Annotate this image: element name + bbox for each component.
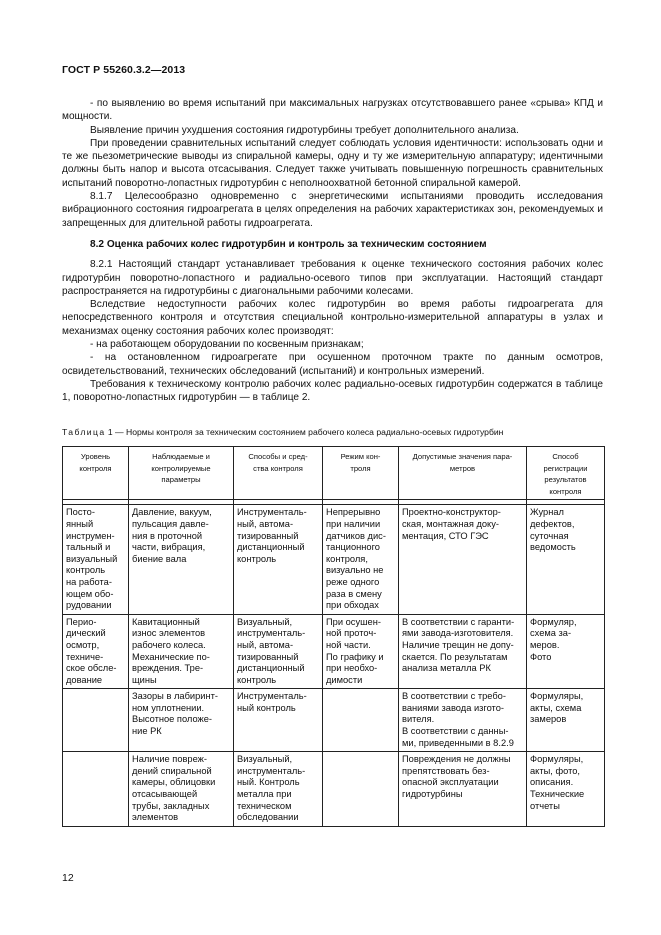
- body-text: [62, 97, 603, 405]
- paragraph: - на остановленном гидроагрегате при осушенном проточном тракте по данным осмотров, освидетельствований, технических обследований (испытаний) и контрольных измерений.: [62, 352, 603, 377]
- table-cell: Проектно-конструктор- ская, монтажная доку- ментация, СТО ГЭС: [399, 505, 527, 614]
- table-cell: Инструменталь- ный контроль: [234, 689, 323, 752]
- column-header: Способ регистрации результатов контроля: [527, 447, 605, 500]
- paragraph: Вследствие недоступности рабочих колес гидротурбин во время работы гидроагрегата для непосредственного контроля и отсутствия специальной контрольно-измерительной аппаратуры в узлах и механизмах оценку состояния рабочих колес производят:: [62, 299, 603, 337]
- table-row: [63, 689, 605, 752]
- table-cell: Журнал дефектов, суточная ведомость: [527, 505, 605, 614]
- section-heading: 8.2 Оценка рабочих колес гидротурбин и контроль за техническим состоянием: [90, 238, 487, 250]
- norms-table: [62, 446, 605, 827]
- table-cell: Визуальный, инструменталь- ный. Контроль металла при техническом обследовании: [234, 752, 323, 827]
- table-cell: В соответствии с гаранти- ями завода-изготовителя. Наличие трещин не допу- скается. По результатам анализа металла РК: [399, 614, 527, 689]
- table-cell: [323, 689, 399, 752]
- table-cell: Формуляры, акты, фото, описания. Технические отчеты: [527, 752, 605, 827]
- paragraph: - по выявлению во время испытаний при максимальных нагрузках отсутствовавшего ранее «срыва» КПД и мощности.: [62, 98, 603, 123]
- page-number: 12: [62, 872, 74, 884]
- table-cell: Давление, вакуум, пульсация давле- ния в проточной части, вибрация, биение вала: [129, 505, 234, 614]
- table-cell: Перио- дический осмотр, техниче- ское обсле- дование: [63, 614, 129, 689]
- table-cell: [63, 752, 129, 827]
- column-header: Способы и сред- ства контроля: [234, 447, 323, 500]
- paragraph: Требования к техническому контролю рабочих колес радиально-осевых гидротурбин содержатся в таблице 1, поворотно-лопастных гидротурбин — в таблице 2.: [62, 378, 603, 404]
- table-caption: [62, 427, 503, 437]
- table-header-row: [63, 447, 605, 500]
- document-header: ГОСТ Р 55260.3.2—2013: [62, 64, 186, 76]
- table-cell: Повреждения не должны препятствовать без- опасной эксплуатации гидротурбины: [399, 752, 527, 827]
- table-cell: [63, 689, 129, 752]
- column-header: Уровень контроля: [63, 447, 129, 500]
- table-cell: Визуальный, инструменталь- ный, автома- тизированный дистанционный контроль: [234, 614, 323, 689]
- table-caption-text: 1 — Нормы контроля за техническим состоянием рабочего колеса радиально-осевых гидротурбин: [105, 427, 504, 437]
- table-caption-label: Таблица: [62, 427, 106, 437]
- paragraph: - на работающем оборудовании по косвенным признакам;: [90, 339, 364, 351]
- table-cell: Кавитационный износ элементов рабочего колеса. Механические по- вреждения. Тре- щины: [129, 614, 234, 689]
- table-cell: Посто- янный инструмен- тальный и визуальный контроль на работа- ющем обо- рудовании: [63, 505, 129, 614]
- table-cell: Формуляры, акты, схема замеров: [527, 689, 605, 752]
- paragraph: 8.1.7 Целесообразно одновременно с энергетическими испытаниями проводить исследования вибрационного состояния гидроагрегата в целях определения на рабочих характеристиках зон, рекомендуемых и запрещенных для длительной работы гидроагрегата.: [62, 191, 603, 229]
- table-row: [63, 752, 605, 827]
- table-cell: Непрерывно при наличии датчиков дис- танционного контроля, визуально не реже одного раза в смену при обходах: [323, 505, 399, 614]
- paragraph: 8.2.1 Настоящий стандарт устанавливает требования к оценке технического состояния рабочих колес гидротурбин поворотно-лопастного и радиально-осевого типов при эксплуатации. Настоящий стандарт распространяется на гидротурбины с диагональными рабочими колесами.: [62, 259, 603, 297]
- column-header: Наблюдаемые и контролируемые параметры: [129, 447, 234, 500]
- column-header: Допустимые значения пара- метров: [399, 447, 527, 500]
- table-cell: В соответствии с требо- ваниями завода изгото- вителя. В соответствии с данны- ми, приведенными в 8.2.9: [399, 689, 527, 752]
- paragraph: При проведении сравнительных испытаний следует соблюдать условия идентичности: использовать одни и те же пьезометрические выводы из спиральной камеры, одну и ту же измерительную аппаратуру; идентичными должны быть напор и высота отсасывания. Следует также учитывать повышенную погрешность сравнительных испытаний поворотно-лопастных гидротурбин с неполноохватной бетонной спиральной камерой.: [62, 137, 603, 189]
- table-row: [63, 614, 605, 689]
- table-cell: Наличие повреж- дений спиральной камеры, облицовки отсасывающей трубы, закладных элементов: [129, 752, 234, 827]
- table-cell: Инструменталь- ный, автома- тизированный дистанционный контроль: [234, 505, 323, 614]
- paragraph: Выявление причин ухудшения состояния гидротурбины требует дополнительного анализа.: [90, 124, 519, 136]
- table-cell: Формуляр, схема за- меров. Фото: [527, 614, 605, 689]
- column-header: Режим кон- троля: [323, 447, 399, 500]
- table-cell: [323, 752, 399, 827]
- table-row: [63, 505, 605, 614]
- table-cell: Зазоры в лабиринт- ном уплотнении. Высотное положе- ние РК: [129, 689, 234, 752]
- table-cell: При осушен- ной проточ- ной части. По графику и при необхо- димости: [323, 614, 399, 689]
